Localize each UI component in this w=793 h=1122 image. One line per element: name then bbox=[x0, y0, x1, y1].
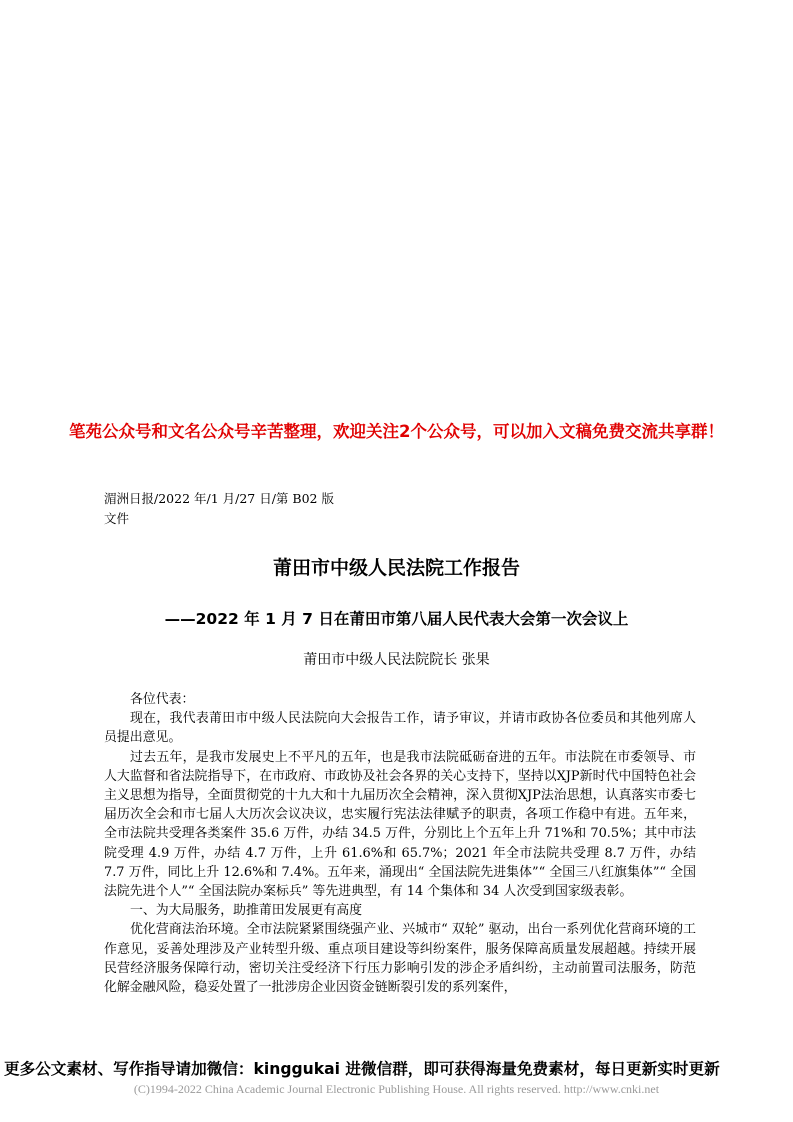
document-subtitle: ——2022 年 1 月 7 日在莆田市第八届人民代表大会第一次会议上 bbox=[164, 610, 629, 628]
source-info bbox=[104, 489, 334, 529]
source-line: 湄洲日报/2022 年/1 月/27 日/第 B02 版 bbox=[104, 491, 334, 506]
source-category: 文件 bbox=[104, 511, 130, 526]
paragraph: 优化营商法治环境。全市法院紧紧围绕强产业、兴城市“ 双轮” 驱动，出台一系列优化营商环境的工作意见，妥善处理涉及产业转型升级、重点项目建设等纠纷案件，服务保障高质量发展超越。持续开展民营经济服务保障行动，密切关注受经济下行压力影响引发的涉企矛盾纠纷，主动前置司法服务，防范化解金融风险，稳妥处置了一批涉房企业因资金链断裂引发的系列案件， bbox=[104, 922, 696, 996]
paragraph-salutation: 各位代表： bbox=[130, 692, 195, 707]
promo-banner-top: 笔苑公众号和文名公众号辛苦整理，欢迎关注2个公众号，可以加入文稿免费交流共享群！ bbox=[69, 422, 724, 441]
paragraph: 过去五年，是我市发展史上不平凡的五年，也是我市法院砥砺奋进的五年。市法院在市委领导、市人大监督和省法院指导下，在市政府、市政协及社会各界的关心支持下，坚持以XJP新时代中国特色社会主义思想为指导，全面贯彻党的十九大和十九届历次全会精神，深入贯彻XJP法治思想，认真落实市委七届历次全会和市七届人大历次会议决议，忠实履行宪法法律赋予的职责，各项工作稳中有进。五年来，全市法院共受理各类案件 35.6 万件，办结 34.5 万件，分别比上个五年上升 71%和 70.5%；其中市法院受理 4.9 万件，办结 4.7 万件，上升 61.6%和 65.7%；2021 年全市法院共受理 8.7 万件，办结 7.7 万件，同比上升 12.6%和 7.4%。五年来，涌现出“ 全国法院先进集体”“ 全国三八红旗集体”“ 全国法院先进个人”“ 全国法院办案标兵” 等先进典型，有 14 个集体和 34 人次受到国家级表彰。 bbox=[104, 749, 696, 900]
document-author: 莆田市中级人民法院院长 张果 bbox=[303, 652, 490, 668]
section-heading: 一、为大局服务，助推莆田发展更有高度 bbox=[130, 903, 363, 919]
promo-banner-bottom: 更多公文素材、写作指导请加微信：kinggukai 进微信群，即可获得海量免费素材，每日更新实时更新 bbox=[4, 1060, 720, 1078]
paragraph: 现在，我代表莆田市中级人民法院向大会报告工作，请予审议，并请市政协各位委员和其他列席人员提出意见。 bbox=[104, 711, 696, 746]
document-title: 莆田市中级人民法院工作报告 bbox=[272, 557, 520, 579]
document-body bbox=[104, 690, 696, 997]
copyright-watermark: (C)1994-2022 China Academic Journal Electronic Publishing House. All rights reserved. http://www.cnki.net bbox=[133, 1082, 660, 1096]
